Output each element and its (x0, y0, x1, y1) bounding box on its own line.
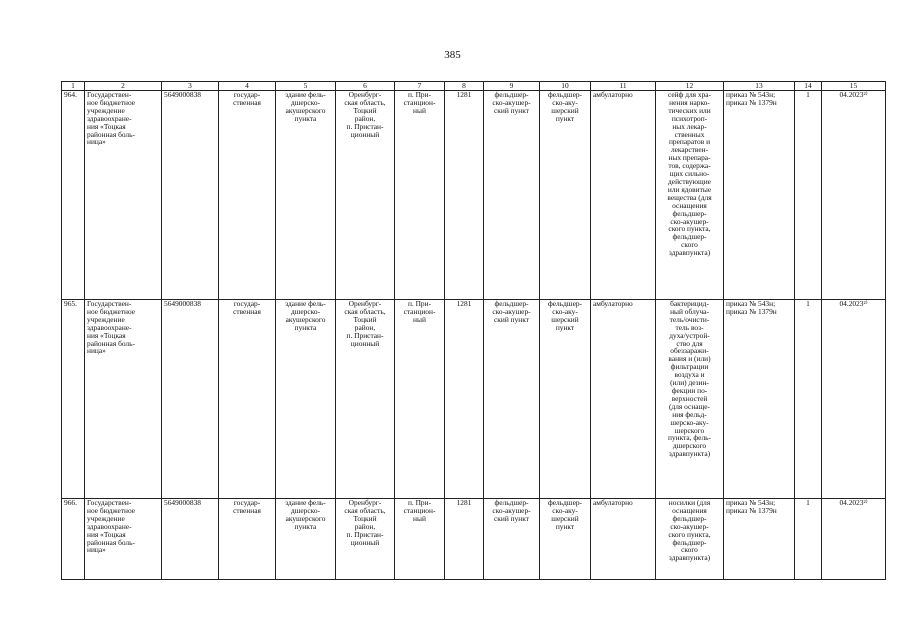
column-number: 4 (219, 82, 276, 91)
unit-type: фельдшер- ско-акушер- ский пункт (492, 90, 531, 115)
unit-type: фельдшер- ско-акушер- ский пункт (492, 299, 531, 324)
address: Оренбург- ская область, Тоцкий район, п. Пристан- ционный (344, 90, 386, 139)
quantity: 1 (806, 90, 810, 99)
equipment: носилки (для оснащения фельдшер- ско-акушер- ского пункта, фельдшер- ского здравпункта) (668, 498, 711, 563)
care-conditions: амбулаторно (593, 90, 633, 99)
inn: 5649000838 (164, 299, 201, 308)
organization-name: Государствен- ное бюджетное учреждение здравоохране- ния «Тоцкая районная боль- ница» (87, 498, 136, 555)
ownership-form: государ- ственная (233, 90, 261, 107)
column-number: 11 (591, 82, 656, 91)
ownership-form: государ- ственная (233, 299, 261, 316)
inn: 5649000838 (164, 498, 201, 507)
column-number: 8 (445, 82, 484, 91)
address: Оренбург- ская область, Тоцкий район, п. Пристан- ционный (344, 299, 386, 348)
care-conditions: амбулаторно (593, 299, 633, 308)
building: здание фель- дшерско- акушерского пункта (285, 90, 326, 123)
inn: 5649000838 (164, 90, 201, 99)
order: приказ № 543н; приказ № 1379н (726, 498, 777, 515)
code: 1281 (456, 90, 472, 99)
table-row (62, 499, 886, 580)
building: здание фель- дшерско- акушерского пункта (285, 299, 326, 332)
care-conditions: амбулаторно (593, 498, 633, 507)
column-number: 12 (656, 82, 724, 91)
quantity: 1 (806, 299, 810, 308)
code: 1281 (456, 498, 472, 507)
code: 1281 (456, 299, 472, 308)
unit: фельдшер- ско-аку- шерский пункт (547, 90, 583, 123)
unit: фельдшер- ско-аку- шерский пункт (547, 498, 583, 531)
order: приказ № 543н; приказ № 1379н (726, 299, 777, 316)
settlement: п. При- станцион- ный (403, 90, 436, 115)
column-number: 1 (62, 82, 85, 91)
date: 04.2023²⁾ (839, 299, 868, 308)
organization-name: Государствен- ное бюджетное учреждение здравоохране- ния «Тоцкая районная боль- ница» (87, 90, 136, 147)
column-number: 5 (276, 82, 336, 91)
date: 04.2023²⁾ (839, 498, 868, 507)
settlement: п. При- станцион- ный (403, 498, 436, 523)
column-number: 14 (795, 82, 822, 91)
column-number: 9 (484, 82, 540, 91)
column-number: 3 (162, 82, 219, 91)
ownership-form: государ- ственная (233, 498, 261, 515)
table-row (62, 91, 886, 300)
address: Оренбург- ская область, Тоцкий район, п. Пристан- ционный (344, 498, 386, 547)
column-number: 2 (85, 82, 162, 91)
row-number: 964. (64, 90, 77, 99)
settlement: п. При- станцион- ный (403, 299, 436, 324)
row-number: 965. (64, 299, 77, 308)
date: 04.2023²⁾ (839, 90, 868, 99)
column-number: 6 (336, 82, 395, 91)
unit-type: фельдшер- ско-акушер- ский пункт (492, 498, 531, 523)
equipment: бактерицид- ный облуча- тель/очисти- тель воз- духа/устрой- ство для обеззаражи- вания и (или) фильтрации воздуха и (или) дезин- фекции по- верхностей (для оснаще- ния фельд- шерско-аку- шерского пункта, фель- дшерского здравпункта) (668, 299, 711, 459)
table-row (62, 300, 886, 499)
column-number: 7 (395, 82, 445, 91)
column-number: 10 (540, 82, 591, 91)
equipment-table (61, 81, 886, 580)
building: здание фель- дшерско- акушерского пункта (285, 498, 326, 531)
quantity: 1 (806, 498, 810, 507)
column-number: 13 (724, 82, 795, 91)
page-number: 385 (444, 49, 461, 61)
column-number: 15 (822, 82, 886, 91)
row-number: 966. (64, 498, 77, 507)
unit: фельдшер- ско-аку- шерский пункт (547, 299, 583, 332)
column-number-row (62, 82, 886, 91)
equipment: сейф для хра- нения нарко- тических или психотроп- ных лекар- ственных препаратов и лекарствен- ных препара- тов, содержа- щих сильно- действующие или ядовитые вещества (для оснащения фельдшер- ско-акушер- ского пункта, фельдшер- ского здравпункта) (667, 90, 712, 258)
organization-name: Государствен- ное бюджетное учреждение здравоохране- ния «Тоцкая районная боль- ница» (87, 299, 136, 356)
order: приказ № 543н; приказ № 1379н (726, 90, 777, 107)
